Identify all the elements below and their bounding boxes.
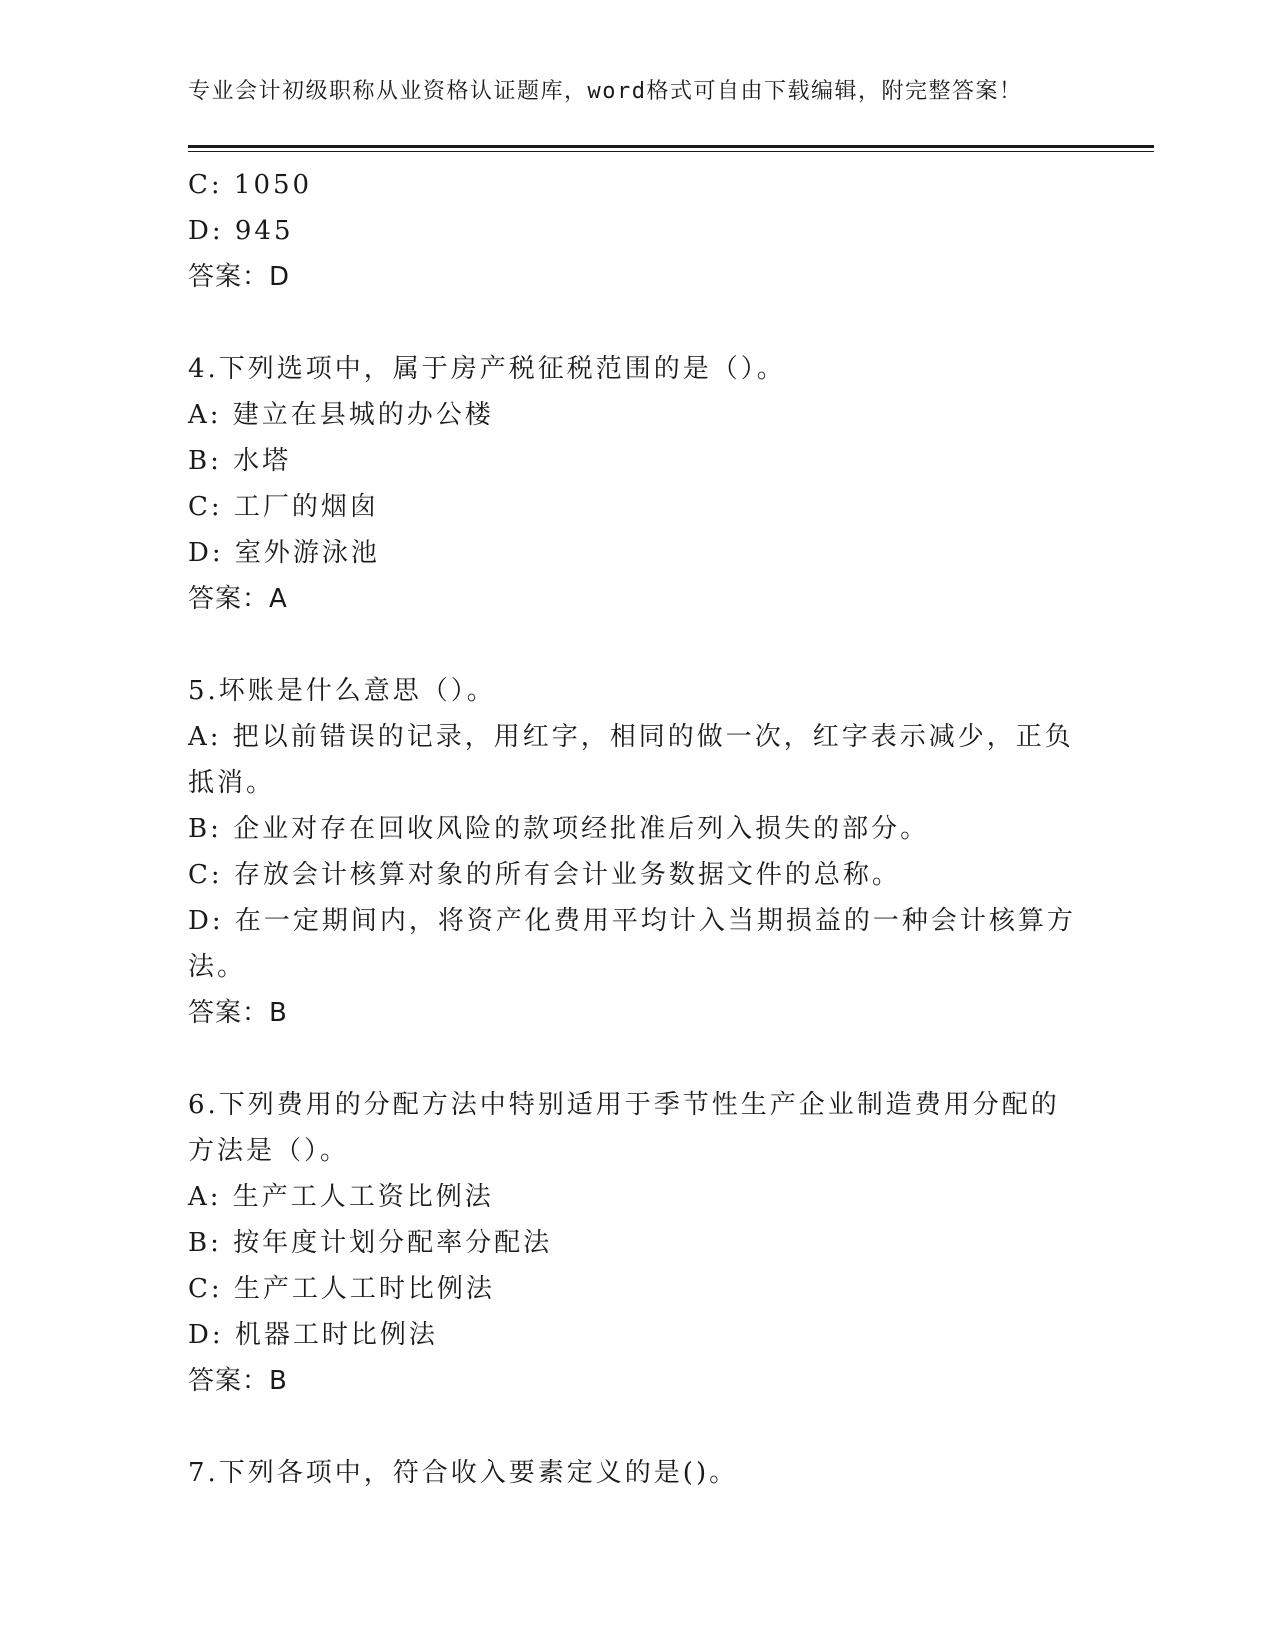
- spacer: [188, 300, 1088, 346]
- header-divider: [188, 145, 1154, 148]
- option-b: B: 按年度计划分配率分配法: [188, 1228, 553, 1258]
- option-d: D: 机器工时比例法: [188, 1320, 438, 1350]
- option-c: C: 存放会计核算对象的所有会计业务数据文件的总称。: [188, 860, 901, 890]
- answer-line: 答案：B: [188, 1366, 288, 1396]
- answer-line: 答案：B: [188, 998, 288, 1028]
- spacer: [188, 1036, 1088, 1082]
- option-a: A: 建立在县城的办公楼: [188, 400, 494, 430]
- option-b: B: 企业对存在回收风险的款项经批准后列入损失的部分。: [188, 814, 930, 844]
- option-c: C: 1050: [188, 170, 313, 200]
- question-content: [188, 162, 1088, 1496]
- option-c: C: 生产工人工时比例法: [188, 1274, 495, 1304]
- spacer: [188, 1404, 1088, 1450]
- option-d: D: 室外游泳池: [188, 538, 380, 568]
- question-stem: 7.下列各项中，符合收入要素定义的是()。: [188, 1458, 739, 1488]
- answer-line: 答案：D: [188, 262, 291, 292]
- question-stem: 5.坏账是什么意思（）。: [188, 676, 496, 706]
- option-c: C: 工厂的烟囱: [188, 492, 379, 522]
- header-divider-thin: [188, 151, 1154, 152]
- question-stem: 4.下列选项中，属于房产税征税范围的是（）。: [188, 354, 786, 384]
- option-a: A: 把以前错误的记录，用红字，相同的做一次，红字表示减少，正负抵消。: [188, 722, 1074, 798]
- option-d: D: 在一定期间内，将资产化费用平均计入当期损益的一种会计核算方法。: [188, 906, 1076, 982]
- answer-line: 答案：A: [188, 584, 288, 614]
- option-d: D: 945: [188, 216, 294, 246]
- option-a: A: 生产工人工资比例法: [188, 1182, 494, 1212]
- question-stem: 6.下列费用的分配方法中特别适用于季节性生产企业制造费用分配的方法是（）。: [188, 1090, 1060, 1166]
- spacer: [188, 622, 1088, 668]
- page-header: 专业会计初级职称从业资格认证题库，word格式可自由下载编辑，附完整答案！: [188, 79, 1023, 104]
- option-b: B: 水塔: [188, 446, 292, 476]
